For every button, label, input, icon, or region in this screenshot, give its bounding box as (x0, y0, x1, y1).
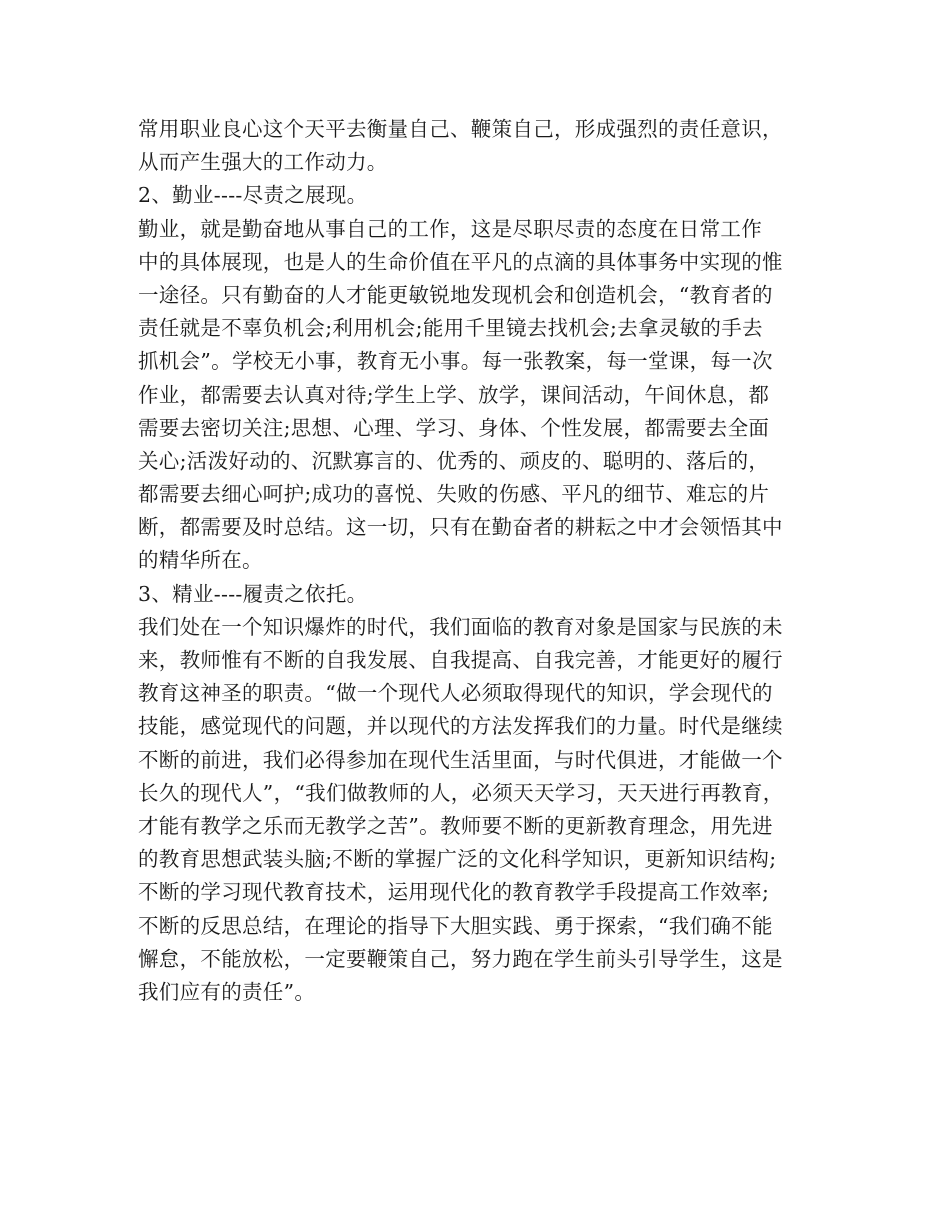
text-line: 勤业，就是勤奋地从事自己的工作，这是尽职尽责的态度在日常工作 (138, 216, 762, 241)
text-line: 都需要去细心呵护;成功的喜悦、失败的伤感、平凡的细节、难忘的片 (138, 482, 770, 507)
text-line: 我们处在一个知识爆炸的时代，我们面临的教育对象是国家与民族的未 (138, 614, 783, 639)
text-line: 一途径。只有勤奋的人才能更敏锐地发现机会和创造机会，“教育者的 (138, 282, 773, 307)
text-line: 懈怠，不能放松，一定要鞭策自己，努力跑在学生前头引导学生，这是 (138, 946, 783, 971)
text-line: 才能有教学之乐而无教学之苦”。教师要不断的更新教育理念，用先进 (138, 813, 773, 838)
text-line: 责任就是不辜负机会;利用机会;能用千里镜去找机会;去拿灵敏的手去 (138, 316, 763, 341)
section-heading-2: 2、勤业----尽责之展现。 (138, 183, 368, 208)
body-text (138, 113, 820, 1009)
text-line: 断，都需要及时总结。这一切，只有在勤奋者的耕耘之中才会领悟其中 (138, 515, 783, 540)
text-line: 不断的学习现代教育技术，运用现代化的教育教学手段提高工作效率; (138, 880, 770, 905)
text-line: 技能，感觉现代的问题，并以现代的方法发挥我们的力量。时代是继续 (138, 714, 783, 739)
text-line: 中的具体展现，也是人的生命价值在平凡的点滴的具体事务中实现的惟 (138, 249, 783, 274)
text-line: 不断的前进，我们必得参加在现代生活里面，与时代俱进，才能做一个 (138, 747, 783, 772)
text-line: 我们应有的责任”。 (138, 979, 316, 1004)
section-heading-3: 3、精业----履责之依托。 (138, 581, 368, 606)
text-line: 的教育思想武装头脑;不断的掌握广泛的文化科学知识，更新知识结构; (138, 847, 777, 872)
text-line: 不断的反思总结，在理论的指导下大胆实践、勇于探索，“我们确不能 (138, 913, 773, 938)
text-line: 的精华所在。 (138, 548, 263, 573)
text-line: 常用职业良心这个天平去衡量自己、鞭策自己，形成强烈的责任意识， (138, 117, 783, 141)
text-line: 教育这神圣的职责。“做一个现代人必须取得现代的知识，学会现代的 (138, 681, 773, 706)
text-line: 需要去密切关注;思想、心理、学习、身体、个性发展，都需要去全面 (138, 415, 770, 440)
text-line: 作业，都需要去认真对待;学生上学、放学，课间活动，午间休息，都 (138, 382, 770, 407)
text-line: 来，教师惟有不断的自我发展、自我提高、自我完善，才能更好的履行 (138, 648, 783, 672)
text-line: 长久的现代人”，“我们做教师的人，必须天天学习，天天进行再教育， (138, 780, 784, 805)
text-line: 关心;活泼好动的、沉默寡言的、优秀的、顽皮的、聪明的、落后的， (138, 448, 770, 473)
text-line: 抓机会”。学校无小事，教育无小事。每一张教案，每一堂课，每一次 (138, 349, 773, 374)
text-line: 从而产生强大的工作动力。 (138, 150, 388, 175)
